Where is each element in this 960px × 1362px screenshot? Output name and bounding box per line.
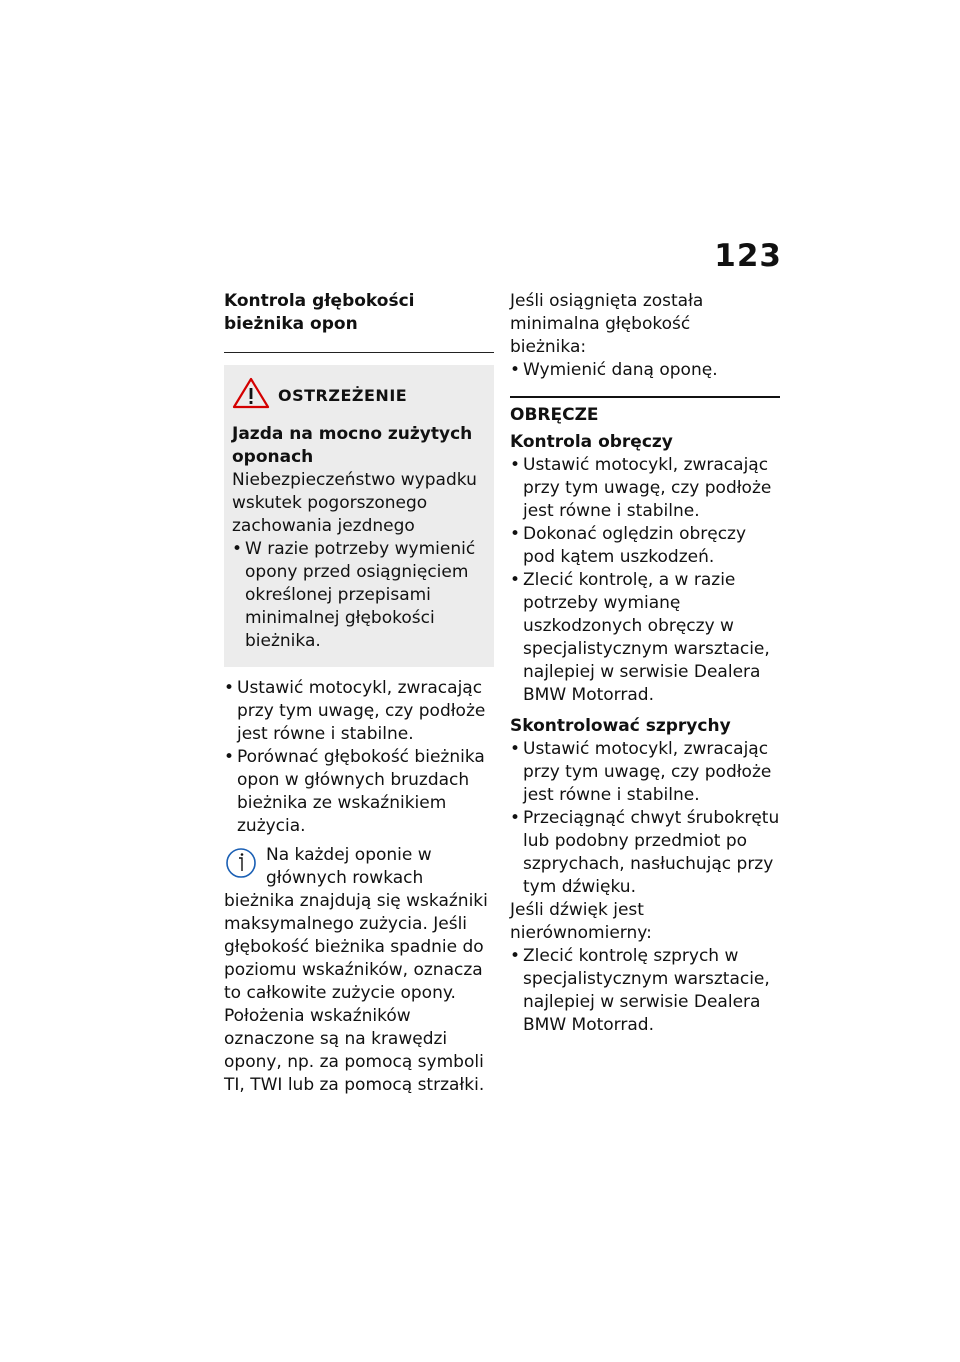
warning-triangle-icon xyxy=(232,377,270,413)
warning-label: OSTRZEŻENIE xyxy=(278,385,408,405)
list-item: • Ustawić motocykl, zwracając przy tym uwagę, czy podłoże jest równe i stabilne. xyxy=(510,738,780,807)
spoke-condition-bullet-list xyxy=(510,945,780,1037)
spoke-check-bullet-list xyxy=(510,738,780,899)
list-item: • Zlecić kontrolę szprych w specjalistycznym warsztacie, najlepiej w serwisie Dealera BMW Motorrad. xyxy=(510,945,780,1037)
list-item: • Ustawić motocykl, zwracając przy tym uwagę, czy podłoże jest równe i stabilne. xyxy=(510,454,780,523)
list-item: • W razie potrzeby wymienić opony przed osiągnięciem określonej przepisami minimalnej głębokości bieżnika. xyxy=(232,538,484,653)
info-note xyxy=(224,844,494,1097)
list-item: • Dokonać oględzin obręczy pod kątem uszkodzeń. xyxy=(510,523,780,569)
info-icon xyxy=(224,846,258,880)
right-column xyxy=(510,290,780,1037)
left-bullet-list xyxy=(224,677,494,838)
intro-bullet-list xyxy=(510,359,780,382)
list-item: • Wymienić daną oponę. xyxy=(510,359,780,382)
section-divider xyxy=(510,396,780,398)
section-title-rims: OBRĘCZE xyxy=(510,405,599,425)
left-column xyxy=(224,290,494,1097)
divider xyxy=(224,352,494,353)
list-item: • Ustawić motocykl, zwracając przy tym uwagę, czy podłoże jest równe i stabilne. xyxy=(224,677,494,746)
spoke-condition: Jeśli dźwięk jest nierównomierny: xyxy=(510,900,652,943)
warning-text: Niebezpieczeństwo wypadku wskutek pogorszonego zachowania jezdnego xyxy=(232,470,477,536)
tread-min-intro: Jeśli osiągnięta została minimalna głębokość bieżnika: xyxy=(510,291,704,357)
info-text: Na każdej oponie w głównych rowkach bieżnika znajdują się wskaźniki maksymalnego zużycia. Jeśli głębokość bieżnika spadnie do poziomu wskaźników, oznacza to całkowite zużycie opony. Położenia wskaźników oznaczone są na krawędzi opony, np. za pomocą symboli TI, TWI lub za pomocą strzałki. xyxy=(224,845,488,1095)
rim-check-bullet-list xyxy=(510,454,780,707)
subheading-spoke-check: Skontrolować szprychy xyxy=(510,716,731,736)
warning-header xyxy=(232,377,484,413)
list-item: • Zlecić kontrolę, a w razie potrzeby wymianę uszkodzonych obręczy w specjalistycznym warsztacie, najlepiej w serwisie Dealera BMW Motorrad. xyxy=(510,569,780,707)
warning-box xyxy=(224,365,494,667)
warning-bullet-list xyxy=(232,538,484,653)
list-item: • Porównać głębokość bieżnika opon w głównych bruzdach bieżnika ze wskaźnikiem zużycia. xyxy=(224,746,494,838)
section-heading-tread-depth: Kontrola głębokości bieżnika opon xyxy=(224,291,415,334)
list-item: • Przeciągnąć chwyt śrubokrętu lub podobny przedmiot po szprychach, nasłuchując przy tym dźwięku. xyxy=(510,807,780,899)
page-number: 123 xyxy=(714,238,782,274)
warning-title: Jazda na mocno zużytych oponach xyxy=(232,424,473,467)
subheading-rim-check: Kontrola obręczy xyxy=(510,432,673,452)
